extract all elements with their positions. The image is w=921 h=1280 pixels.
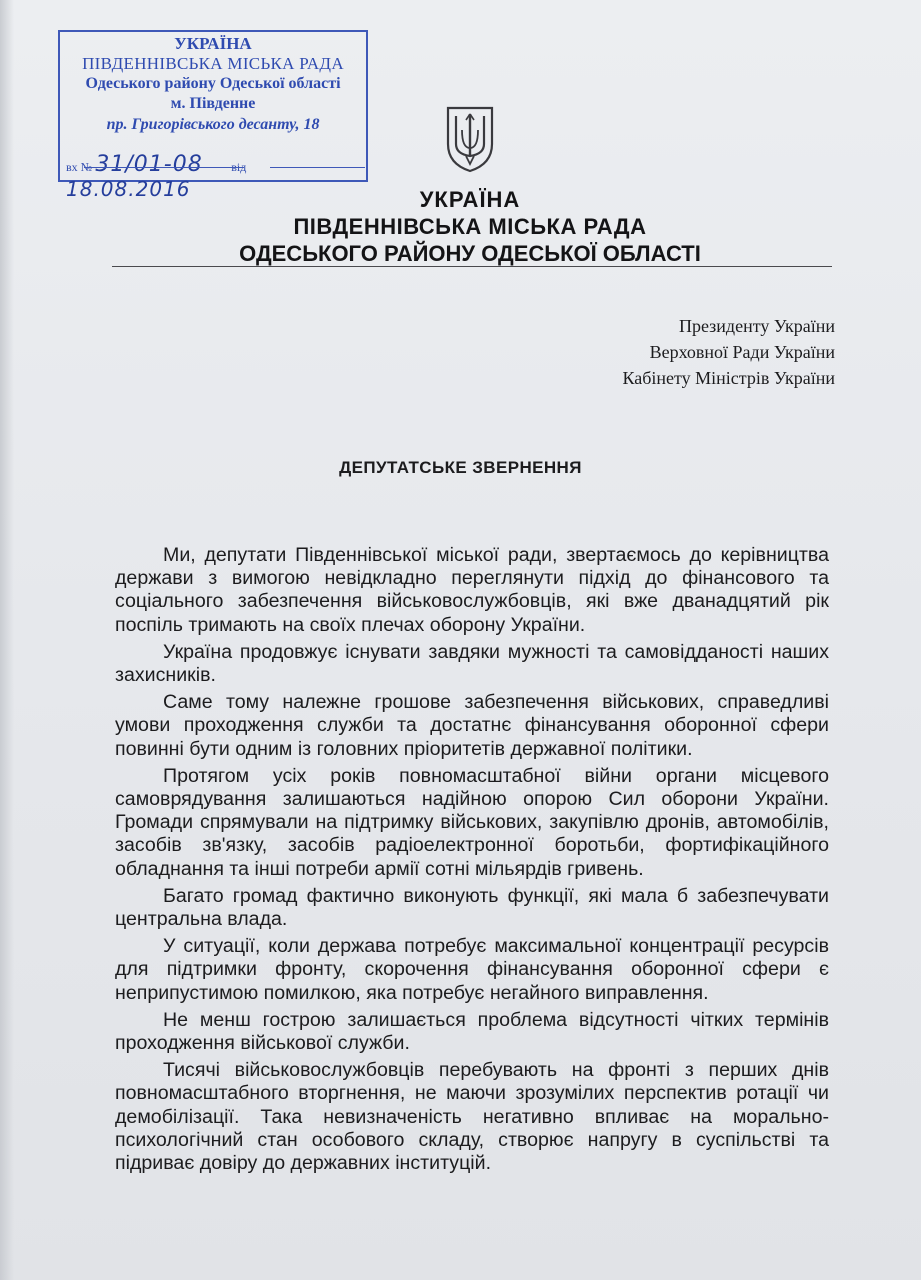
body-paragraph: У ситуації, коли держава потребує максимальної концентрації ресурсів для підтримки фронту, скорочення фінансування оборонної сфери є неприпустимою помилкою, яка потребує негайного виправлення. [115,935,829,1004]
stamp-reg-number: 31/01-08 [95,152,203,177]
stamp-date-label: від [231,160,247,174]
letterhead-country: УКРАЇНА [419,187,521,212]
body-paragraph: Ми, депутати Південнівської міської ради, звертаємось до керівництва держави з вимогою невідкладно переглянути підхід до фінансового та соціального забезпечення військовослужбовців, які вже дванадцятий рік поспіль тримають на своїх плечах оборону України. [115,544,829,636]
letterhead-council: ПІВДЕННІВСЬКА МІСЬКА РАДА [293,214,647,239]
stamp-date-value: 18.08.2016 [66,177,191,201]
document-body [115,544,829,1179]
letterhead-divider [112,266,832,267]
document-title: ДЕПУТАТСЬКЕ ЗВЕРНЕННЯ [339,458,582,477]
recipients-block [622,313,835,391]
stamp-line-city: м. Південне [170,95,256,112]
body-paragraph: Багато громад фактично виконують функції, які мала б забезпечувати центральна влада. [115,884,829,931]
body-paragraph: Саме тому належне грошове забезпечення військових, справедливі умови проходження служби та достатнє фінансування оборонної сфери повинні бути одним із головних пріоритетів державної політики. [115,691,829,760]
stamp-line-council: ПІВДЕННІВСЬКА МІСЬКА РАДА [82,54,344,73]
recipient-president: Президенту України [678,316,835,336]
stamp-line-region: Одеського району Одеської області [85,75,341,92]
stamp-line-country: УКРАЇНА [174,34,252,53]
body-paragraph: Тисячі військовослужбовців перебувають на фронті з перших днів повномасштабного вторгнення, не маючи зрозумілих перспектив ротації чи демобілізації. Така невизначеність негативно впливає на морально-психологічний стан особового складу, створює напругу в суспільстві та підриває довіру до державних інституцій. [115,1059,829,1175]
recipient-cabinet: Кабінету Міністрів України [622,368,835,388]
stamp-underline-date [270,167,365,168]
body-paragraph: Не менш гострою залишається проблема відсутності чітких термінів проходження військової служби. [115,1008,829,1055]
registration-stamp [58,30,368,201]
recipient-parliament: Верховної Ради України [649,342,835,362]
stamp-reg-label: вх № [66,160,93,174]
page-edge-shadow [0,0,14,1280]
body-paragraph: Протягом усіх років повномасштабної війни органи місцевого самоврядування залишаються надійною опорою Сил оборони України. Громади спрямували на підтримку військових, закупівлю дронів, автомобілів, засобів зв'язку, засобів радіоелектронної боротьби, фортифікаційного обладнання та інші потреби армії сотні мільярдів гривень. [115,764,829,880]
letterhead-region: ОДЕСЬКОГО РАЙОНУ ОДЕСЬКОЇ ОБЛАСТІ [239,241,701,266]
stamp-line-address: пр. Григорівського десанту, 18 [106,116,320,133]
trident-coat-of-arms-icon [444,104,496,174]
body-paragraph: Україна продовжує існувати завдяки мужності та самовідданості наших захисників. [115,640,829,687]
stamp-underline-number [84,167,244,168]
